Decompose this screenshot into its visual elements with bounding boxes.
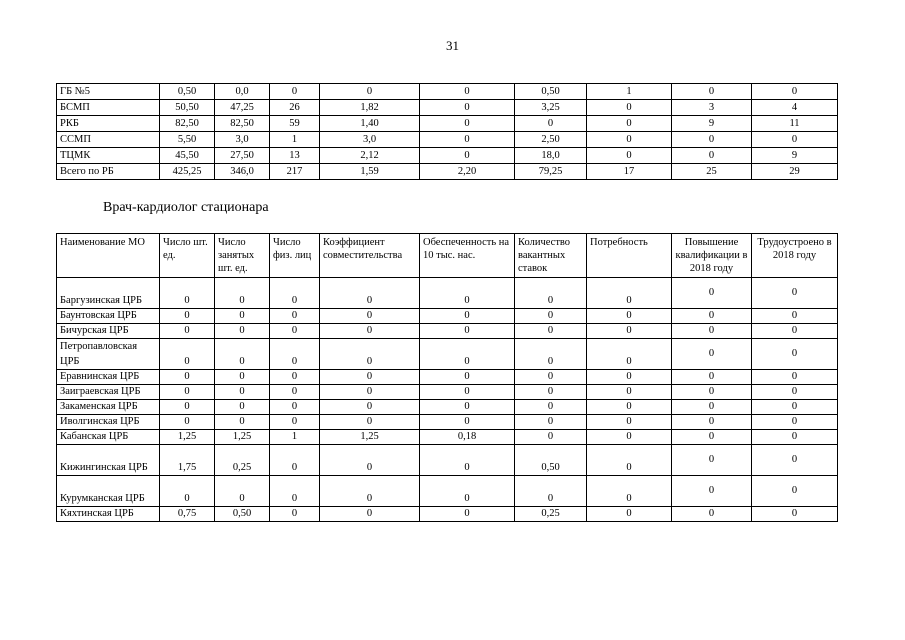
value-cell: 0	[160, 385, 215, 400]
value-cell: 79,25	[515, 164, 587, 180]
value-cell: 0	[672, 309, 752, 324]
value-cell: 0,50	[515, 84, 587, 100]
value-cell: 0	[672, 132, 752, 148]
value-cell: 0	[672, 430, 752, 445]
value-cell: 0	[515, 278, 587, 309]
value-cell: 0	[672, 370, 752, 385]
table-row	[57, 100, 838, 116]
value-cell: 29	[752, 164, 838, 180]
section-title: Врач-кардиолог стационара	[103, 200, 269, 215]
table-row	[57, 339, 838, 370]
value-cell: 0	[420, 445, 515, 476]
table-row	[57, 430, 838, 445]
value-cell: 0	[270, 507, 320, 522]
value-cell: 0	[672, 339, 752, 370]
value-cell: 25	[672, 164, 752, 180]
row-name-cell: Кижингинская ЦРБ	[57, 445, 160, 476]
value-cell: 0	[752, 507, 838, 522]
value-cell: 0	[420, 385, 515, 400]
value-cell: 4	[752, 100, 838, 116]
value-cell: 3,0	[320, 132, 420, 148]
header-cell: Обеспеченность на 10 тыс. нас.	[420, 234, 515, 278]
header-cell: Число физ. лиц	[270, 234, 320, 278]
value-cell: 0,50	[160, 84, 215, 100]
header-cell: Наименование МО	[57, 234, 160, 278]
value-cell: 0	[215, 385, 270, 400]
row-name-cell: ССМП	[57, 132, 160, 148]
value-cell: 2,12	[320, 148, 420, 164]
value-cell: 1,82	[320, 100, 420, 116]
table-row	[57, 507, 838, 522]
value-cell: 0	[320, 324, 420, 339]
value-cell: 0,18	[420, 430, 515, 445]
value-cell: 0	[672, 415, 752, 430]
value-cell: 82,50	[160, 116, 215, 132]
table-row	[57, 400, 838, 415]
value-cell: 0	[270, 476, 320, 507]
value-cell: 0	[320, 309, 420, 324]
header-cell: Коэффициент совместительства	[320, 234, 420, 278]
table-row	[57, 385, 838, 400]
value-cell: 0	[320, 476, 420, 507]
header-cell: Потребность	[587, 234, 672, 278]
value-cell: 0	[672, 278, 752, 309]
table-header-row	[57, 234, 838, 278]
header-cell: Количество вакантных ставок	[515, 234, 587, 278]
value-cell: 0	[320, 445, 420, 476]
value-cell: 2,50	[515, 132, 587, 148]
value-cell: 0	[215, 415, 270, 430]
value-cell: 0	[515, 385, 587, 400]
value-cell: 0	[515, 339, 587, 370]
value-cell: 17	[587, 164, 672, 180]
value-cell: 1,75	[160, 445, 215, 476]
value-cell: 0	[160, 400, 215, 415]
value-cell: 0	[515, 430, 587, 445]
value-cell: 0	[320, 339, 420, 370]
row-name-cell: Еравнинская ЦРБ	[57, 370, 160, 385]
value-cell: 0,25	[215, 445, 270, 476]
table-row	[57, 476, 838, 507]
table-row	[57, 164, 838, 180]
value-cell: 0	[752, 132, 838, 148]
value-cell: 0	[515, 116, 587, 132]
value-cell: 50,50	[160, 100, 215, 116]
row-name-cell: Бичурская ЦРБ	[57, 324, 160, 339]
value-cell: 0	[160, 309, 215, 324]
row-name-cell: Курумканская ЦРБ	[57, 476, 160, 507]
row-name-cell: ГБ №5	[57, 84, 160, 100]
value-cell: 0	[420, 400, 515, 415]
value-cell: 0	[587, 324, 672, 339]
value-cell: 0	[320, 370, 420, 385]
value-cell: 0	[752, 385, 838, 400]
value-cell: 1	[587, 84, 672, 100]
value-cell: 0	[587, 339, 672, 370]
value-cell: 0	[270, 324, 320, 339]
value-cell: 0	[215, 339, 270, 370]
value-cell: 1	[270, 132, 320, 148]
value-cell: 0	[587, 400, 672, 415]
value-cell: 0	[587, 476, 672, 507]
value-cell: 0	[215, 476, 270, 507]
value-cell: 0	[515, 324, 587, 339]
value-cell: 0	[420, 148, 515, 164]
table-row	[57, 84, 838, 100]
value-cell: 47,25	[215, 100, 270, 116]
value-cell: 0	[160, 278, 215, 309]
value-cell: 0	[420, 507, 515, 522]
table-row	[57, 324, 838, 339]
value-cell: 1	[270, 430, 320, 445]
value-cell: 0	[160, 339, 215, 370]
value-cell: 3,0	[215, 132, 270, 148]
value-cell: 9	[672, 116, 752, 132]
table-row	[57, 132, 838, 148]
table-row	[57, 309, 838, 324]
value-cell: 0	[587, 132, 672, 148]
value-cell: 0	[752, 339, 838, 370]
value-cell: 0	[752, 430, 838, 445]
value-cell: 0	[752, 309, 838, 324]
value-cell: 0	[160, 476, 215, 507]
header-cell: Трудоустроено в 2018 году	[752, 234, 838, 278]
value-cell: 0	[752, 415, 838, 430]
value-cell: 0	[672, 400, 752, 415]
table-row	[57, 116, 838, 132]
value-cell: 0	[270, 400, 320, 415]
value-cell: 0	[320, 84, 420, 100]
table-row	[57, 148, 838, 164]
value-cell: 0	[320, 278, 420, 309]
table-row	[57, 415, 838, 430]
value-cell: 0	[672, 84, 752, 100]
value-cell: 0	[515, 400, 587, 415]
value-cell: 0	[420, 84, 515, 100]
value-cell: 0	[420, 339, 515, 370]
value-cell: 0	[587, 430, 672, 445]
value-cell: 2,20	[420, 164, 515, 180]
value-cell: 0	[420, 324, 515, 339]
value-cell: 45,50	[160, 148, 215, 164]
value-cell: 0	[515, 415, 587, 430]
value-cell: 0	[587, 278, 672, 309]
value-cell: 0	[420, 132, 515, 148]
value-cell: 11	[752, 116, 838, 132]
value-cell: 5,50	[160, 132, 215, 148]
value-cell: 3,25	[515, 100, 587, 116]
summary-table	[56, 83, 838, 180]
value-cell: 1,25	[320, 430, 420, 445]
value-cell: 0	[420, 116, 515, 132]
value-cell: 0	[752, 400, 838, 415]
value-cell: 0	[160, 324, 215, 339]
value-cell: 0	[270, 445, 320, 476]
value-cell: 0,0	[215, 84, 270, 100]
value-cell: 59	[270, 116, 320, 132]
value-cell: 82,50	[215, 116, 270, 132]
value-cell: 0	[587, 385, 672, 400]
value-cell: 0	[672, 385, 752, 400]
value-cell: 1,25	[160, 430, 215, 445]
value-cell: 0	[270, 385, 320, 400]
value-cell: 0	[420, 370, 515, 385]
value-cell: 0	[587, 507, 672, 522]
value-cell: 0	[215, 400, 270, 415]
value-cell: 0	[270, 415, 320, 430]
value-cell: 0	[587, 100, 672, 116]
row-name-cell: Закаменская ЦРБ	[57, 400, 160, 415]
value-cell: 0	[672, 324, 752, 339]
value-cell: 0	[420, 309, 515, 324]
value-cell: 0	[270, 339, 320, 370]
value-cell: 0	[215, 309, 270, 324]
value-cell: 0	[515, 309, 587, 324]
value-cell: 13	[270, 148, 320, 164]
value-cell: 425,25	[160, 164, 215, 180]
value-cell: 0,75	[160, 507, 215, 522]
header-cell: Число шт. ед.	[160, 234, 215, 278]
value-cell: 0	[215, 324, 270, 339]
value-cell: 0,50	[215, 507, 270, 522]
value-cell: 3	[672, 100, 752, 116]
value-cell: 0	[420, 476, 515, 507]
value-cell: 0	[160, 415, 215, 430]
value-cell: 0	[587, 148, 672, 164]
table-row	[57, 370, 838, 385]
value-cell: 0,50	[515, 445, 587, 476]
value-cell: 27,50	[215, 148, 270, 164]
row-name-cell: РКБ	[57, 116, 160, 132]
value-cell: 18,0	[515, 148, 587, 164]
value-cell: 0	[270, 278, 320, 309]
value-cell: 0	[320, 385, 420, 400]
value-cell: 0	[270, 84, 320, 100]
value-cell: 26	[270, 100, 320, 116]
row-name-cell: Заиграевская ЦРБ	[57, 385, 160, 400]
value-cell: 0	[672, 476, 752, 507]
row-name-cell: Баргузинская ЦРБ	[57, 278, 160, 309]
value-cell: 1,59	[320, 164, 420, 180]
value-cell: 0	[160, 370, 215, 385]
value-cell: 0	[215, 278, 270, 309]
value-cell: 0	[420, 415, 515, 430]
cardiologist-table	[56, 233, 838, 522]
value-cell: 9	[752, 148, 838, 164]
value-cell: 0	[420, 100, 515, 116]
value-cell: 0	[587, 116, 672, 132]
value-cell: 0	[752, 445, 838, 476]
row-name-cell: Всего по РБ	[57, 164, 160, 180]
header-cell: Число занятых шт. ед.	[215, 234, 270, 278]
row-name-cell: БСМП	[57, 100, 160, 116]
value-cell: 0	[320, 415, 420, 430]
value-cell: 0	[215, 370, 270, 385]
row-name-cell: Кяхтинская ЦРБ	[57, 507, 160, 522]
value-cell: 0	[587, 415, 672, 430]
value-cell: 0	[672, 507, 752, 522]
value-cell: 0	[672, 445, 752, 476]
value-cell: 0	[320, 400, 420, 415]
value-cell: 0	[752, 84, 838, 100]
value-cell: 0	[752, 324, 838, 339]
value-cell: 0	[752, 278, 838, 309]
value-cell: 0	[587, 370, 672, 385]
value-cell: 346,0	[215, 164, 270, 180]
value-cell: 1,40	[320, 116, 420, 132]
value-cell: 0	[752, 370, 838, 385]
value-cell: 0	[515, 476, 587, 507]
page-number: 31	[446, 38, 459, 53]
value-cell: 0	[587, 445, 672, 476]
value-cell: 0	[587, 309, 672, 324]
value-cell: 0	[270, 370, 320, 385]
value-cell: 0	[420, 278, 515, 309]
row-name-cell: Иволгинская ЦРБ	[57, 415, 160, 430]
value-cell: 0	[515, 370, 587, 385]
value-cell: 1,25	[215, 430, 270, 445]
table-row	[57, 278, 838, 309]
value-cell: 0	[270, 309, 320, 324]
row-name-cell: ТЦМК	[57, 148, 160, 164]
value-cell: 217	[270, 164, 320, 180]
value-cell: 0,25	[515, 507, 587, 522]
value-cell: 0	[320, 507, 420, 522]
row-name-cell: Баунтовская ЦРБ	[57, 309, 160, 324]
row-name-cell: Кабанская ЦРБ	[57, 430, 160, 445]
value-cell: 0	[752, 476, 838, 507]
value-cell: 0	[672, 148, 752, 164]
row-name-cell: Петропавловская ЦРБ	[57, 339, 160, 370]
header-cell: Повышение квалификации в 2018 году	[672, 234, 752, 278]
table-row	[57, 445, 838, 476]
